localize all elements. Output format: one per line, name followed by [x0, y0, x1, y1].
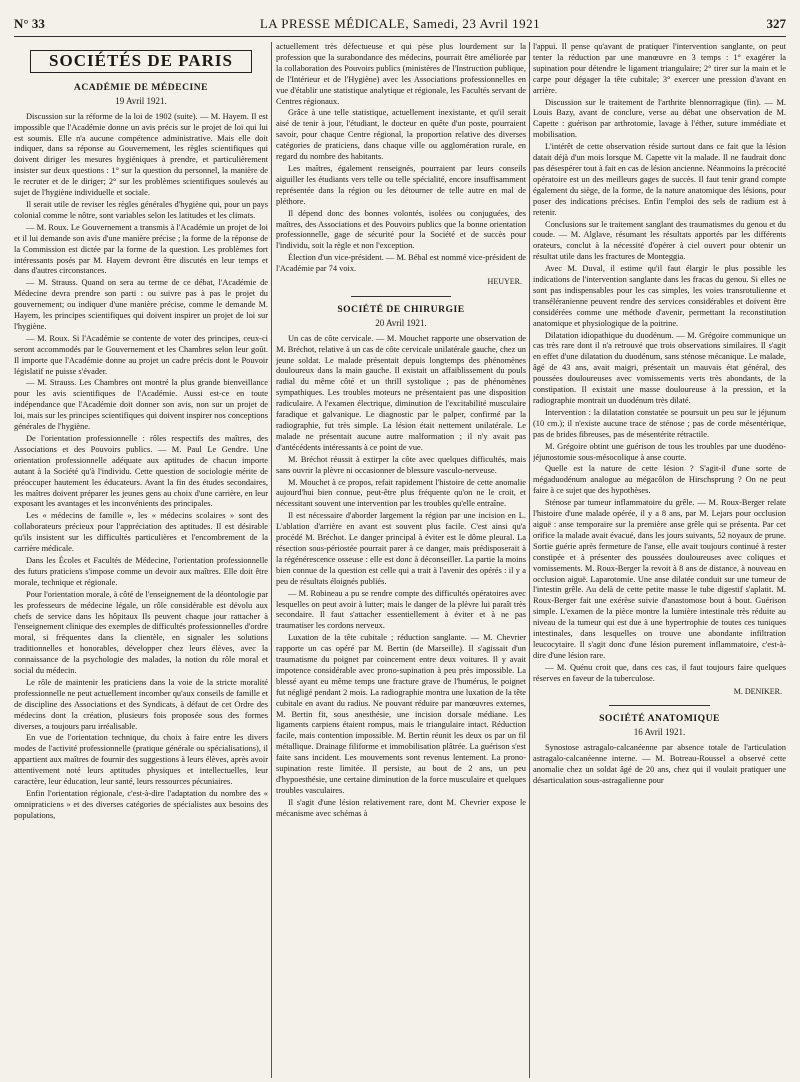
paragraph: Il s'agit d'une lésion relativement rare, dont M. Chevrier expose le mécanisme avec schémas à — [276, 797, 526, 818]
paragraph: M. Mouchet à ce propos, refait rapidement l'histoire de cette anomalie aujourd'hui bien connue, peut-être plus fréquente qu'on ne le croit, et nécessitant souvent une intervention par les troubles qu'elle entraîne. — [276, 477, 526, 509]
paragraph: l'appui. Il pense qu'avant de pratiquer l'intervention sanglante, on peut tenter la réduction par une manœuvre en 3 temps : 1° exagérer la supination pour détendre le ligament triangulaire; 2° tirer sur la main et le carpe pour dégager la tête cubitale; 3° exercer une pression d'avant en arrière. — [533, 42, 786, 95]
column-divider — [271, 42, 272, 1078]
signature: HEUYER. — [487, 277, 522, 287]
column-1 — [14, 42, 268, 1076]
page-number: 327 — [766, 16, 786, 31]
paragraph: En vue de l'orientation technique, du choix à faire entre les divers modes de l'activité professionnelle (pratique générale ou spécialisations), il appartient aux maîtres de fournir des suggestions à leurs élèves, après avoir attentivement noté leurs aptitudes physiques et intellectuelles, leur caractère, leur éducation, leur santé, leurs ressources pécuniaires. — [14, 733, 268, 787]
paragraph: — M. Strauss. Les Chambres ont montré la plus grande bienveillance pour les avis scientifiques de l'Académie. Aussi est-ce en toute indépendance que l'Académie doit donner son avis, non sur un projet de loi, mais sur les principes scientifiques qui doivent inspirer nos conceptions générales de l'hygiène. — [14, 378, 268, 432]
page-header — [14, 14, 786, 37]
paragraph: actuellement très défectueuse et qui pèse plus lourdement sur la profession que la surabondance des médecins, pourrait être améliorée par la collaboration des Pouvoirs publics (ministères de l'Instruction publique, de l'Intérieur et de l'Hygiène) avec les Associations professionnelles en vue d'établir une statistique analytique et régionale, les Facultés servant de Centres régionaux. — [276, 42, 526, 106]
surgery-date: 20 Avril 1921. — [375, 317, 427, 328]
issue-number: N° 33 — [14, 16, 45, 31]
paragraph: Conclusions sur le traitement sanglant des traumatismes du genou et du coude. — M. Alglave, résumant les résultats apportés par les différents orateurs, conclut à la nécessité d'opérer à ciel ouvert pour obtenir un résultat utile dans les fractures de Monteggia. — [533, 219, 786, 262]
paragraph: Les « médecins de famille », les « médecins scolaires » sont des collaborateurs précieux pour l'appréciation des aptitudes. Il est désirable qu'ils insistent sur les difficultés particulières et l'encombrement de la carrière médicale. — [14, 511, 268, 554]
anatomy-heading: SOCIÉTÉ ANATOMIQUE — [599, 713, 720, 725]
paragraph: M. Grégoire obtint une guérison de tous les troubles par une duodéno-jéjunostomie sous-mésocolique à anse courte. — [533, 441, 786, 462]
paragraph: De l'orientation professionnelle : rôles respectifs des maîtres, des Associations et des Pouvoirs publics. — M. Paul Le Gendre. Une orientation professionnelle adéquate aux aptitudes de chacun importe autant à la Société qu'à l'individu. Cette question de sociologie mérite de préoccuper hautement les éducateurs. Avant la fin des études secondaires, les maîtres doivent préparer les jeunes gens au choix d'une carrière, en leur exposant les avantages et les inconvénients des principales. — [14, 434, 268, 509]
anatomy-date: 16 Avril 1921. — [633, 727, 686, 738]
academy-heading: ACADÉMIE DE MÉDECINE — [73, 81, 209, 93]
paragraph: Pour l'orientation morale, à côté de l'enseignement de la déontologie par les professeurs de médecine légale, un rôle considérable est dévolu aux chefs de service dans les hôpitaux Ils peuvent chaque jour rattacher à l'enseignement clinique des exemples de difficultés professionnelles d'ordre moral, si fréquentes dans la clientèle, en signaler les solutions traditionnelles et honorables, développer chez leurs élèves, avec la connaissance de la psychologie des malades, la notion du rôle moral et social du médecin. — [14, 589, 268, 676]
column-3 — [533, 42, 786, 1076]
paragraph: — M. Strauss. Quand on sera au terme de ce débat, l'Académie de Médecine devra prendre son parti : ou suivre pas à pas le projet du gouvernement; ou indiquer d'une manière précise, comme le demande M. Hayem, les principes scientifiques qui doivent inspirer un projet de loi sur l'hygiène. — [14, 278, 268, 331]
paragraph: Il est nécessaire d'aborder largement la région par une incision en L. L'ablation d'arrière en avant est souvent plus facile. C'est ainsi qu'a procédé M. Bréchot. Le danger principal à éviter est le dôme pleural. La résection sous-périostée pourrait parer à ce danger, mais prédisposerait à la régénérescence osseuse : elle est donc à déconseiller. La partie la moins bien connue de la question est celle qui a trait à l'avenir des opérés : il y a peu de résultats éloignés publiés. — [276, 511, 526, 586]
paragraph: Élection d'un vice-président. — M. Bébal est nommé vice-président de l'Académie par 74 voix. — [276, 253, 526, 274]
paragraph: Synostose astragalo-calcanéenne par absence totale de l'articulation astragalo-calcanéenne interne. — M. Botreau-Roussel a observé cette anomalie chez un soldat âgé de 20 ans, chez qui il voulait pratiquer une désarticulation sous-astragalienne pour — [533, 743, 786, 785]
paragraph: Intervention : la dilatation constatée se poursuit un peu sur le jéjunum (10 cm.); il n'existe aucune trace de sténose ; pas de corde mésentérique, pas de brides fibreuses, pas de mésentérite rétractile. — [533, 407, 786, 439]
paragraph: Le rôle de maintenir les praticiens dans la voie de la stricte moralité professionnelle ne peut actuellement incomber qu'aux conseils de famille et de discipline des Associations et des Syndicats, à défaut de cet Ordre des médecins dont la création, plusieurs fois proposée sous des formes diverses, a toujours paru irréalisable. — [14, 677, 268, 731]
paragraph: Dilatation idiopathique du duodénum. — M. Grégoire communique un cas très rare dont il n'a retrouvé que trois observations similaires. Il s'agit en effet d'une dilatation du duodénum, sans sténose mécanique. Le malade, âgé de 43 ans, avait maigri, présentait un mauvais état général, des poussées douloureuses avec vomissements verts très abondants, de la constipation. Il existait une masse douloureuse à la pression, et la radiographie montrait un duodénum très dilaté. — [533, 330, 786, 405]
paragraph: — M. Quénu croit que, dans ces cas, il faut toujours faire quelques réserves en faveur de la tuberculose. — [533, 662, 786, 683]
paragraph: Discussion sur le traitement de l'arthrite blennorragique (fin). — M. Louis Bazy, avant de conclure, verse au débat une observation de M. Capette : guérison par arthrotomie, lavage à l'éther, suture immédiate et mobilisation. — [533, 97, 786, 140]
paragraph: — M. Roux. Si l'Académie se contente de voter des principes, ceux-ci seront accommodés par le Gouvernement et les Chambres selon leur goût. Il importe que l'Académie donne au projet un cadre précis dont le Pouvoir législatif ne puisse s'évader. — [14, 333, 268, 376]
paragraph: Grâce à une telle statistique, actuellement inexistante, et qu'il serait aisé de tenir à jour, l'étudiant, le docteur en quête d'un poste, pourraient savoir, pour chaque Centre régional, la proportion relative des diverses catégories de praticiens, dans chaque ville ou agglomération rurale, en regard du nombre des habitants. — [276, 108, 526, 162]
paragraph: Un cas de côte cervicale. — M. Mouchet rapporte une observation de M. Bréchot, relative à un cas de côte cervicale unilatérale gauche, chez un jeune soldat. Le malade présentait depuis longtemps des phénomènes douloureux dans la main gauche. Il existait un affaiblissement du pouls radial du même côté et un thrill systolique ; pas de phénomènes sympathiques. Les troubles moteurs ne présentaient pas une disposition radiculaire. A l'examen électrique, diminution de l'excitabilité musculaire faradique et galvanique. Le diagnostic par le palper, confirmé par la radiographie, fut très simple. La lésion était nettement unilatérale. Le malade ne présentait aucune autre malformation ; il n'y avait pas d'antécédents intéressants à ce point de vue. — [276, 333, 526, 452]
paragraph: Sténose par tumeur inflammatoire du grêle. — M. Roux-Berger relate l'histoire d'une malade opérée, il y a 8 ans, par M. Lejars pour occlusion aiguë : anse temporaire sur la première anse grêle qui se présenta. Par cet orifice la malade avait évacué, dans les jours suivants, 52 noyaux de prune. Sortie guérie après fermeture de l'anse, elle avait toujours continué à rester constipée et à présenter des poussées douloureuses avec coliques et vomissements. M. Roux-Berger la revoit à 8 ans de distance, à nouveau en occlusion aiguë. Laparotomie. Une anse dilatée conduit sur une tumeur de l'intestin grêle. Au delà de cette petite masse le tube digestif s'aplatit. M. Roux-Berger fait une exérèse suivie d'anastomose bout à bout. Guérison simple. L'examen de la pièce montre la lumière intestinale très réduite au niveau de la tumeur qui est due à une hypertrophie de toutes ces tuniques intestinales, dans lesquelles on trouve une abondante infiltration leucocytaire. Il s'agit donc d'une lésion purement inflammatoire, c'est-à-dire d'une lésion rare. — [533, 498, 786, 660]
paragraph: Enfin l'orientation régionale, c'est-à-dire l'adaptation du nombre des « omnipraticiens » et des diverses catégories de spécialistes aux besoins des populations, — [14, 789, 268, 820]
paragraph: Luxation de la tête cubitale ; réduction sanglante. — M. Chevrier rapporte un cas opéré par M. Bertin (de Marseille). Il s'agissait d'un traumatisme du poignet par coincement entre deux voitures. Il y avait impotence considérable avec prono-supination à peu près impossible. La blessé ayant eu même temps une fracture grave de l'humérus, le poignet fut négligé pendant 2 mois. La radiographie montra une luxation de la tête cubitale en avant du radius. Ne pouvant réduire par manœuvres externes, M. Bertin fit, sous anesthésie, une incision dorsale médiane. Les ligaments carpiens étaient rompus, mais le triangulaire intact. Réduction facile, mais contention impossible. M. Bertin réunit les deux os par un fil métallique. Drainage filiforme et immobilisation plâtrée. La guérison s'est faite sans incident. Les mouvements sont revenus lentement. La prono-supination reste limitée. Il persiste, au bout de 2 ans, un peu d'hypoesthésie, une certaine diminution de la force musculaire et quelques troubles vasculaires. — [276, 633, 526, 795]
section-box-title: SOCIÉTÉS DE PARIS — [30, 50, 252, 73]
column-2 — [276, 42, 526, 1076]
academy-date: 19 Avril 1921. — [115, 95, 167, 106]
paragraph: Avec M. Duval, il estime qu'il faut élargir le plus possible les indications de l'intervention sanglante dans les fracas du genou. Si elles ne sont pas indispensables pour les cas simples, les voies transrotulienne et transéléranienne peuvent rendre des services considérables et doivent être considérées comme une méthode d'avenir, permettant la reconstitution anatomique et physiologique de la poitrine. — [533, 264, 786, 328]
paragraph: Quelle est la nature de cette lésion ? S'agit-il d'une sorte de mégaduodénum analogue au mégacôlon de Hirschsprung ? On ne peut faire à ce sujet que des hypothèses. — [533, 464, 786, 496]
signature: M. DENIKER. — [733, 686, 782, 696]
journal-title: LA PRESSE MÉDICALE, Samedi, 23 Avril 1921 — [259, 16, 541, 31]
paragraph: L'intérêt de cette observation réside surtout dans ce fait que la lésion datait déjà d'un mois lorsque M. Capette vit la malade. Il ne faudrait donc pas désespérer tout à fait en cas de lésion ancienne. Néanmoins la précocité opératoire est un des meilleurs gages de succès. Il faut tenir grand compte également du siège, de la forme, de la nature anatomique des lésions, pour poser des indications précises. Enfin l'emploi des sels de radium est à retenir. — [533, 142, 786, 217]
paragraph: Il serait utile de reviser les règles générales d'hygiène qui, pour un pays colonial comme le nôtre, sont variables selon les latitudes et les climats. — [14, 199, 268, 220]
paragraph: Les maîtres, également renseignés, pourraient par leurs conseils aiguiller les étudiants vers telle ou telle spécialité, encore insuffisamment représentée dans la région ou les détourner de telle autre en mal de pléthore. — [276, 163, 526, 206]
surgery-heading: SOCIÉTÉ DE CHIRURGIE — [337, 303, 465, 315]
paragraph: — M. Roux. Le Gouvernement a transmis à l'Académie un projet de loi et il lui demande son avis d'une manière précise ; la forme de la réponse de la Commission est dictée par la forme de la question. Les problèmes fort intéressants posés par M. Hayem devront être discutés en leur temps et dans d'autres circonstances. — [14, 222, 268, 276]
paragraph: Discussion sur la réforme de la loi de 1902 (suite). — M. Hayem. Il est impossible que l'Académie donne un avis précis sur le projet de loi qui lui est soumis. Elle n'a aucune compétence administrative. Mais elle doit indiquer, dans sa réponse au Gouvernement, les règles scientifiques qui doivent diriger les mesures hygiéniques à prendre, et particulièrement insister sur deux questions : 1° sur la question du personnel, la manière de le recruter et de le diriger; 2° sur les problèmes scientifiques soulevés au sujet de l'hygiène individuelle et sociale. — [14, 111, 268, 198]
section-rule — [609, 705, 710, 706]
section-rule — [351, 296, 451, 297]
paragraph: M. Bréchot réussit à extirper la côte avec quelques difficultés, mais sans ouvrir la plèvre ni occasionner de blessure vasculo-nerveuse. — [276, 454, 526, 475]
paragraph: Dans les Écoles et Facultés de Médecine, l'orientation professionnelle des futurs praticiens s'impose comme un devoir aux maîtres. Elle doit être morale, technique et régionale. — [14, 555, 268, 587]
paragraph: Il dépend donc des bonnes volontés, isolées ou conjuguées, des maîtres, des Associations et des Pouvoirs publics que la bonne orientation professionnelle, gage de sécurité pour la Société et de succès pour l'individu, soit la règle et non l'exception. — [276, 208, 526, 251]
column-divider — [529, 42, 530, 1078]
paragraph: — M. Robineau a pu se rendre compte des difficultés opératoires avec lesquelles on peut avoir à lutter; mais le danger de la plèvre lui paraît très secondaire. Il faut s'attacher essentiellement à éviter et à ne pas traumatiser les cordons nerveux. — [276, 588, 526, 631]
